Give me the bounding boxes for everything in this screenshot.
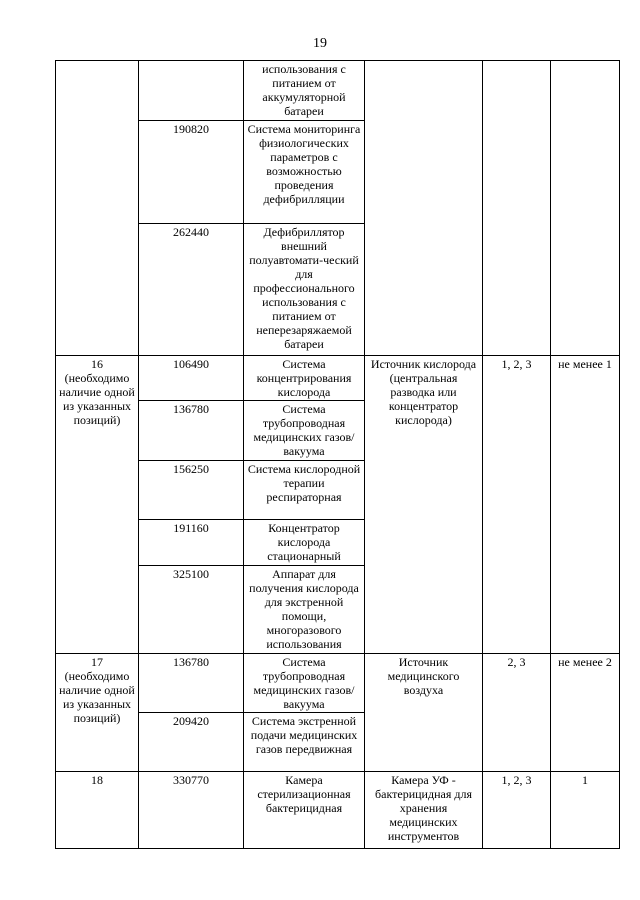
name-cell: Концентратор кислорода стационарный: [244, 520, 365, 566]
quantity-cell: 1: [551, 772, 620, 849]
table-row: [56, 356, 620, 401]
table-row: [56, 654, 620, 713]
code-cell: 136780: [139, 654, 244, 713]
code-cell: 325100: [139, 566, 244, 654]
quantity-cell: не менее 1: [551, 356, 620, 654]
quantity-cell: не менее 2: [551, 654, 620, 772]
code-cell: 330770: [139, 772, 244, 849]
name-cell: Система трубопроводная медицинских газов/вакуума: [244, 401, 365, 461]
code-cell: 262440: [139, 224, 244, 356]
number-cell: 17 (необходимо наличие одной из указанных позиций): [56, 654, 139, 772]
number-cell: 16 (необходимо наличие одной из указанных позиций): [56, 356, 139, 654]
name-cell: Система мониторинга физиологических параметров с возможностью проведения дефибрилляции: [244, 121, 365, 224]
levels-cell: [483, 61, 551, 356]
source-cell: Камера УФ - бактерицидная для хранения медицинских инструментов: [365, 772, 483, 849]
levels-cell: 2, 3: [483, 654, 551, 772]
name-cell: Система экстренной подачи медицинских газов передвижная: [244, 713, 365, 772]
name-cell: Дефибриллятор внешний полуавтомати-ческий для профессионального использования с питанием от неперезаряжаемой батареи: [244, 224, 365, 356]
code-cell: 191160: [139, 520, 244, 566]
page-number: 19: [313, 36, 327, 51]
table-row: [56, 772, 620, 849]
number-cell: 18: [56, 772, 139, 849]
name-cell: использования с питанием от аккумуляторной батареи: [244, 61, 365, 121]
source-cell: [365, 61, 483, 356]
code-cell: [139, 61, 244, 121]
code-cell: 156250: [139, 461, 244, 520]
levels-cell: 1, 2, 3: [483, 772, 551, 849]
code-cell: 136780: [139, 401, 244, 461]
number-cell: [56, 61, 139, 356]
code-cell: 190820: [139, 121, 244, 224]
code-cell: 106490: [139, 356, 244, 401]
quantity-cell: [551, 61, 620, 356]
name-cell: Камера стерилизационная бактерицидная: [244, 772, 365, 849]
code-cell: 209420: [139, 713, 244, 772]
table-row: [56, 61, 620, 121]
name-cell: Система кислородной терапии респираторная: [244, 461, 365, 520]
equipment-table: [55, 60, 620, 849]
name-cell: Аппарат для получения кислорода для экстренной помощи, многоразового использования: [244, 566, 365, 654]
source-cell: Источник медицинского воздуха: [365, 654, 483, 772]
levels-cell: 1, 2, 3: [483, 356, 551, 654]
name-cell: Система трубопроводная медицинских газов/вакуума: [244, 654, 365, 713]
source-cell: Источник кислорода (центральная разводка или концентратор кислорода): [365, 356, 483, 654]
name-cell: Система концентрирования кислорода: [244, 356, 365, 401]
